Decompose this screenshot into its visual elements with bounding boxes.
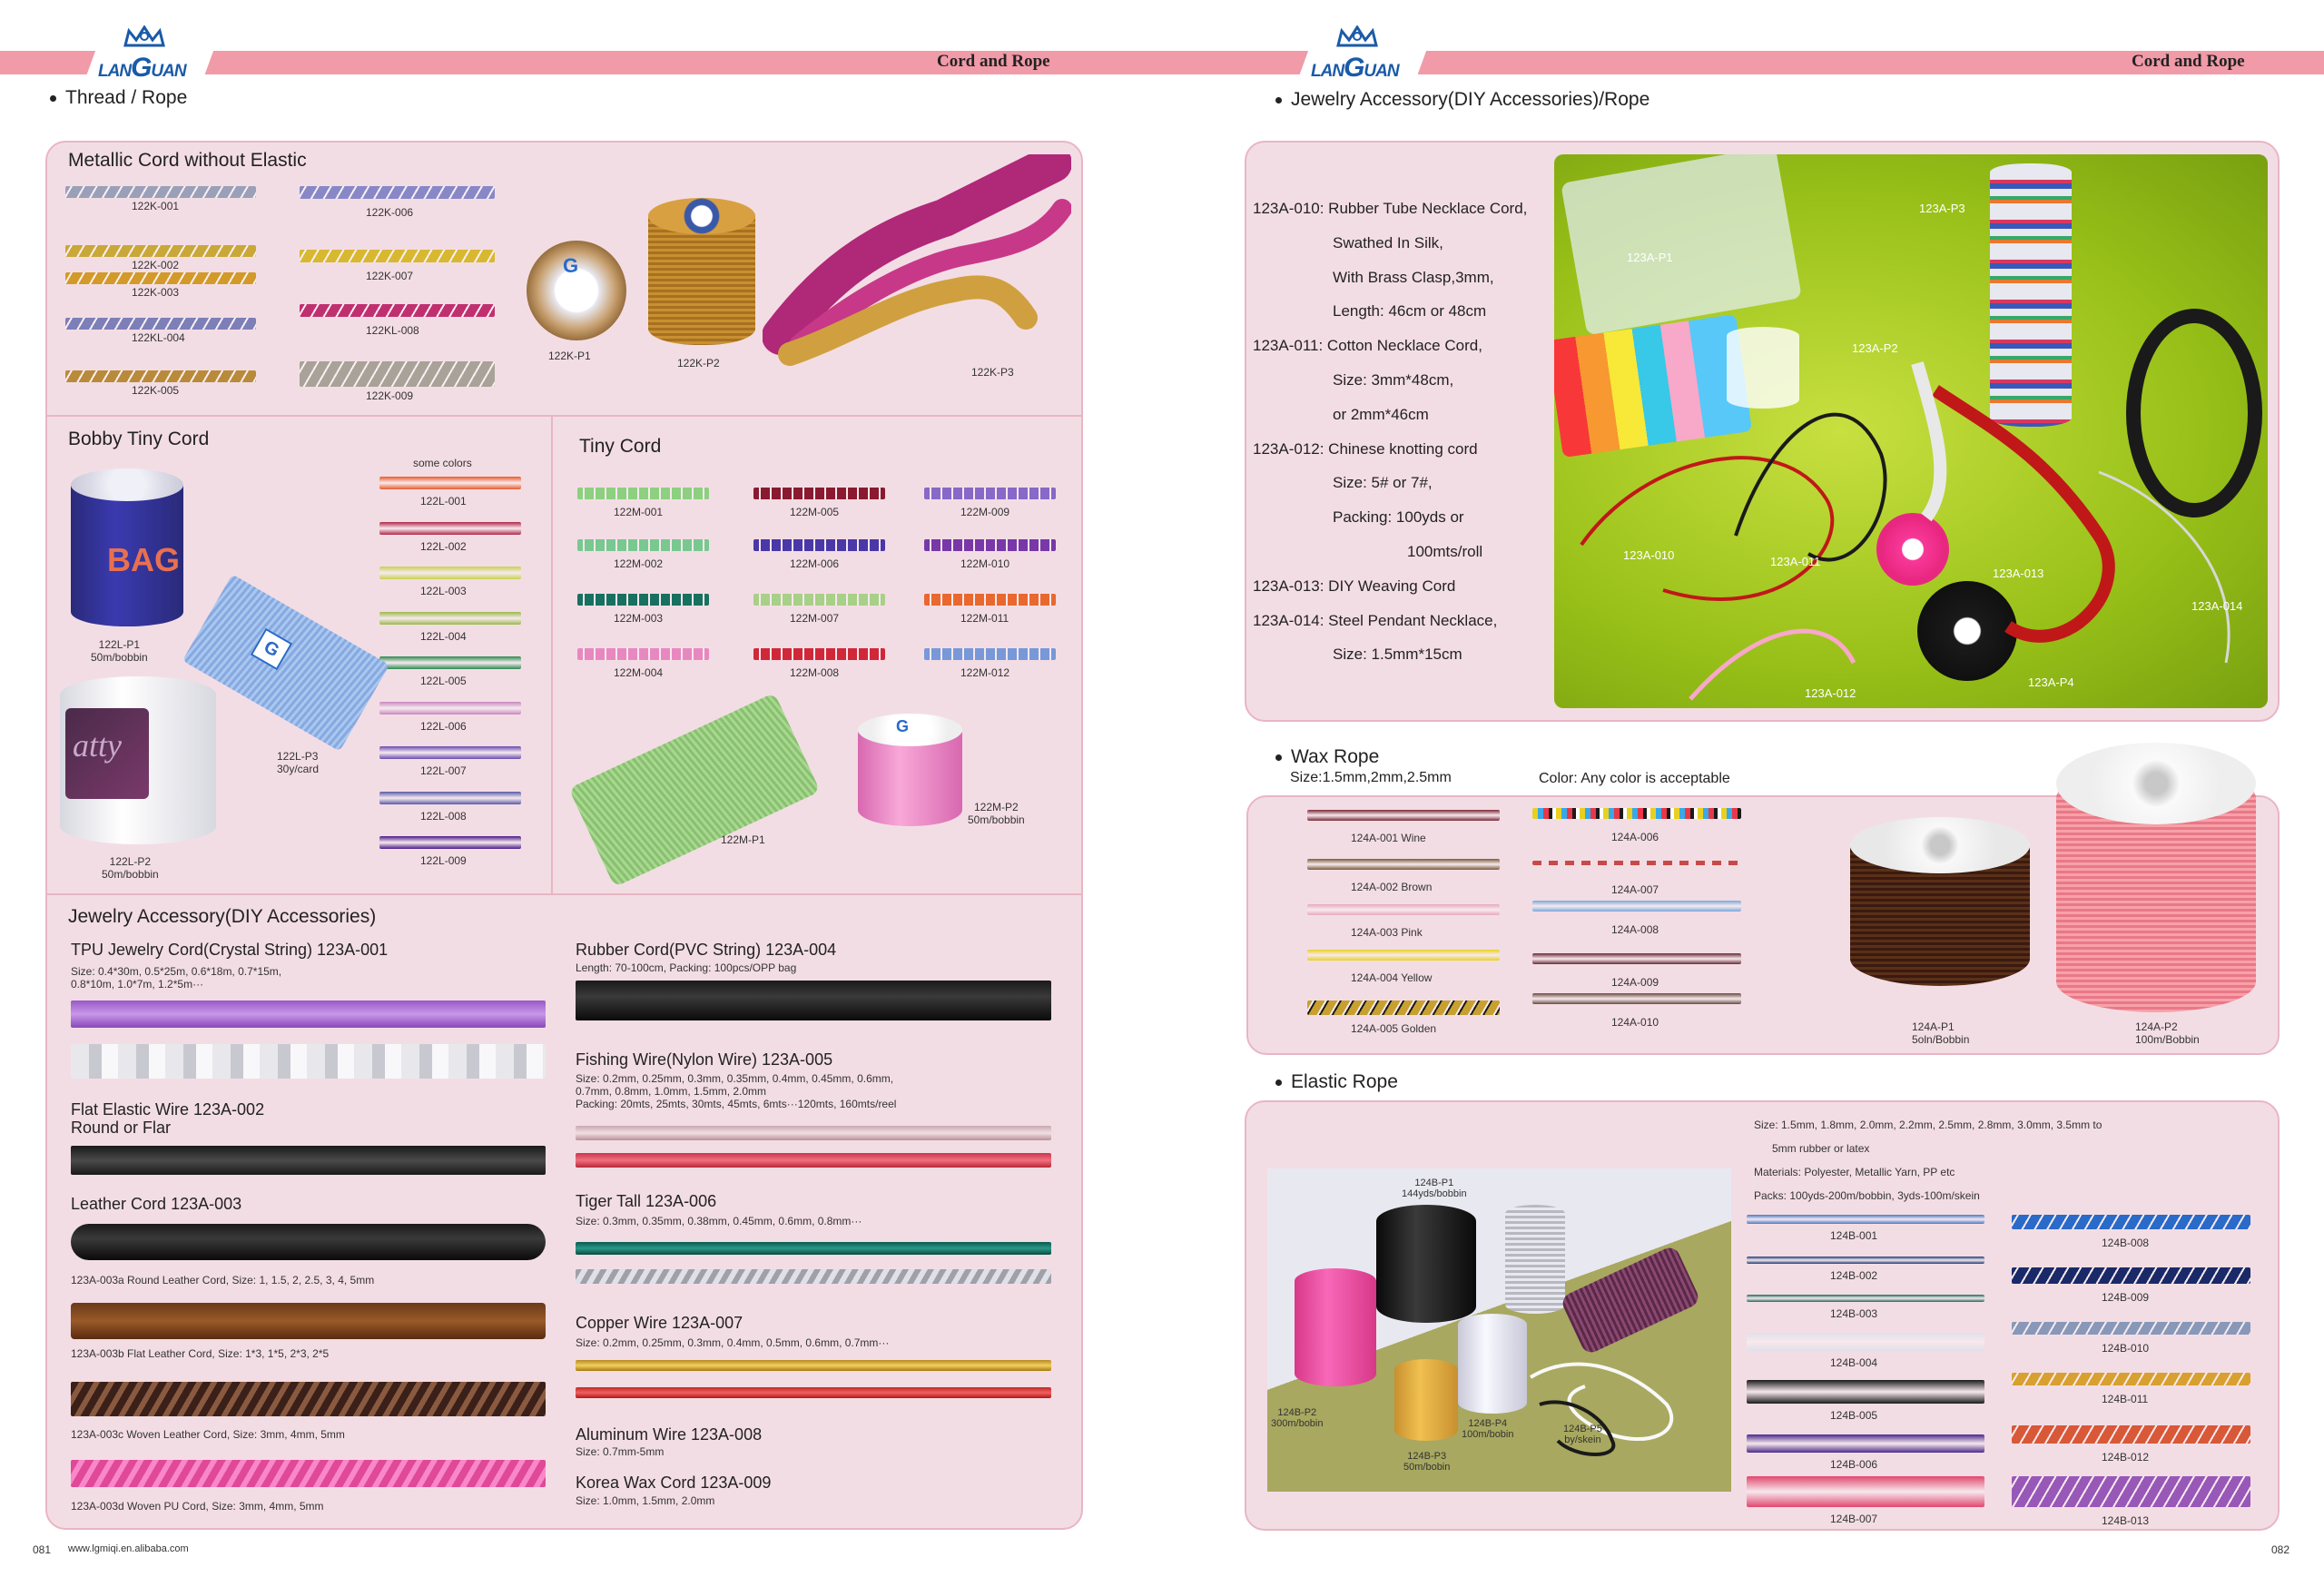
- spool-blue: [1458, 1314, 1527, 1414]
- photo-label: 123A-011: [1770, 555, 1821, 568]
- elastic-strip: [2012, 1425, 2250, 1444]
- metallic-strip: [300, 304, 495, 317]
- tiny-strip: [577, 488, 709, 499]
- bullet-icon: [1275, 97, 1282, 104]
- divider: [551, 417, 553, 893]
- spec-line: 123A-012: Chinese knotting cord: [1253, 439, 1478, 458]
- bobby-strip: [379, 792, 521, 804]
- metallic-code: 122K-009: [366, 389, 414, 402]
- spool-logo-icon: G: [563, 254, 579, 277]
- wax-code: 124A-009: [1611, 976, 1659, 989]
- bobby-code: 122L-009: [420, 854, 467, 867]
- tiny-strip: [577, 539, 709, 551]
- leather-strip-c: [71, 1382, 546, 1416]
- spool-label: 124A-P2 100m/Bobbin: [2135, 1020, 2200, 1046]
- wax-strip: [1307, 859, 1500, 870]
- wax-strip: [1532, 808, 1741, 819]
- tiny-strip: [753, 648, 885, 660]
- elastic-info-line: Size: 1.5mm, 1.8mm, 2.0mm, 2.2mm, 2.5mm, 2.8mm, 3.0mm, 3.5mm to: [1754, 1119, 2102, 1131]
- bobby-code: 122L-001: [420, 495, 467, 508]
- spool-pink: [1295, 1268, 1376, 1386]
- photo-label: 123A-P1: [1627, 251, 1673, 264]
- metallic-code: 122K-006: [366, 206, 414, 219]
- metallic-strip: [65, 245, 256, 257]
- crown-icon: [1334, 25, 1380, 49]
- flat-elastic-title: Flat Elastic Wire 123A-002 Round or Flar: [71, 1100, 265, 1137]
- wax-code: 124A-004 Yellow: [1351, 971, 1433, 984]
- photo-label: 124B-P3 50m/bobin: [1403, 1451, 1451, 1473]
- spool-label: 122L-P2 50m/bobbin: [102, 855, 159, 881]
- section-title-thread-rope: Thread / Rope: [50, 87, 187, 109]
- divider: [47, 893, 1081, 895]
- wax-code: 124A-002 Brown: [1351, 881, 1433, 893]
- metallic-code: 122K-001: [132, 200, 180, 212]
- atty-label: atty: [73, 727, 122, 764]
- wax-code: 124A-006: [1611, 831, 1659, 843]
- elastic-strip: [2012, 1215, 2250, 1229]
- metallic-code: 122K-002: [132, 259, 180, 271]
- metallic-strip: [300, 186, 495, 199]
- page-number-right: 082: [2271, 1543, 2290, 1556]
- elastic-info-line: Packs: 100yds-200m/bobbin, 3yds-100m/skein: [1754, 1189, 1980, 1202]
- tiny-strip: [753, 594, 885, 606]
- metallic-strip: [300, 361, 495, 387]
- bullet-icon: [1275, 1079, 1282, 1086]
- metallic-code: 122KL-008: [366, 324, 419, 337]
- bullet-icon: [1275, 754, 1282, 761]
- leather-label-c: 123A-003c Woven Leather Cord, Size: 3mm, 4mm, 5mm: [71, 1428, 345, 1441]
- elastic-strip: [1747, 1333, 1984, 1351]
- rubber-cord-title: Rubber Cord(PVC String) 123A-004: [576, 941, 837, 959]
- elastic-strip: [2012, 1476, 2250, 1507]
- elastic-info-line: 5mm rubber or latex: [1772, 1142, 1870, 1155]
- spec-line: Packing: 100yds or: [1333, 508, 1464, 527]
- bobby-strip: [379, 477, 521, 489]
- wax-rope-color-note: Color: Any color is acceptable: [1539, 771, 1730, 786]
- some-colors-label: some colors: [413, 457, 472, 469]
- tiny-code: 122M-005: [790, 506, 840, 518]
- wax-code: 124A-010: [1611, 1016, 1659, 1029]
- spool-label: 122K-P1: [548, 350, 591, 362]
- wax-rope-size: Size:1.5mm,2mm,2.5mm: [1290, 770, 1452, 785]
- necklace-cords: [1554, 154, 2268, 708]
- leather-strip-a: [71, 1224, 546, 1260]
- elastic-strip: [2012, 1267, 2250, 1284]
- photo-label: 123A-P3: [1919, 202, 1965, 215]
- wax-code: 124A-001 Wine: [1351, 832, 1426, 844]
- skein-122k-p3: [763, 154, 1071, 372]
- photo-label: 123A-P2: [1852, 341, 1898, 355]
- tiny-strip: [924, 488, 1056, 499]
- tiny-strip: [924, 539, 1056, 551]
- elastic-code: 124B-009: [2102, 1291, 2150, 1304]
- page-number-left: 081: [33, 1543, 52, 1556]
- bobby-cord-title: Bobby Tiny Cord: [68, 429, 210, 449]
- bobby-code: 122L-002: [420, 539, 467, 553]
- wax-strip: [1532, 901, 1741, 912]
- spec-line: 123A-013: DIY Weaving Cord: [1253, 577, 1456, 595]
- wax-strip: [1532, 993, 1741, 1004]
- tpu-cord-strip-clear: [71, 1044, 546, 1079]
- metallic-strip: [300, 250, 495, 262]
- elastic-code: 124B-011: [2102, 1393, 2149, 1405]
- spec-line: 100mts/roll: [1407, 543, 1483, 560]
- section-title-jewelry-rope: Jewelry Accessory(DIY Accessories)/Rope: [1275, 89, 1649, 111]
- elastic-strip: [1747, 1434, 1984, 1453]
- spool-label: 122L-P1 50m/bobbin: [91, 638, 148, 664]
- tiny-code: 122M-007: [790, 612, 840, 625]
- crown-icon: [122, 25, 167, 49]
- spool-purple: [1560, 1245, 1701, 1356]
- photo-label: 123A-P4: [2028, 675, 2074, 689]
- tpu-cord-title: TPU Jewelry Cord(Crystal String) 123A-001: [71, 941, 389, 959]
- photo-label: 124B-P5 by/skein: [1563, 1424, 1602, 1445]
- tiny-cord-title: Tiny Cord: [579, 436, 662, 457]
- elastic-code: 124B-003: [1830, 1307, 1878, 1320]
- copper-wire-strip-gold: [576, 1360, 1051, 1371]
- metallic-strip: [65, 318, 256, 330]
- divider: [47, 415, 1081, 417]
- flat-elastic-strip: [71, 1146, 546, 1175]
- leather-cord-title: Leather Cord 123A-003: [71, 1195, 242, 1213]
- wax-strip: [1532, 861, 1741, 865]
- elastic-strip: [2012, 1322, 2250, 1335]
- header-title-left: Cord and Rope: [937, 52, 1050, 71]
- elastic-strip: [1747, 1295, 1984, 1302]
- photo-label: 123A-013: [1993, 567, 2044, 580]
- wax-strip: [1307, 950, 1500, 961]
- bobby-code: 122L-007: [420, 764, 467, 777]
- spool-top: [2056, 743, 2256, 824]
- tiny-code: 122M-003: [614, 612, 664, 625]
- tiny-strip: [753, 539, 885, 551]
- section-title-elastic-rope: Elastic Rope: [1275, 1071, 1398, 1093]
- photo-label: 124B-P1 144yds/bobbin: [1402, 1178, 1467, 1199]
- spool-gold: [1394, 1359, 1458, 1441]
- wax-strip: [1307, 904, 1500, 915]
- elastic-code: 124B-013: [2102, 1514, 2150, 1527]
- tiger-tail-strip-silver: [576, 1269, 1051, 1284]
- metallic-strip: [65, 370, 256, 382]
- bobby-strip: [379, 836, 521, 849]
- wax-strip: [1307, 1000, 1500, 1015]
- wax-code: 124A-005 Golden: [1351, 1022, 1437, 1035]
- tiny-code: 122M-006: [790, 557, 840, 570]
- spool-top: [1850, 817, 2030, 873]
- wax-strip: [1532, 953, 1741, 964]
- spool-label: 122M-P2 50m/bobbin: [968, 801, 1025, 826]
- spool-label: 122M-P1: [721, 833, 765, 846]
- tiny-code: 122M-012: [960, 666, 1010, 679]
- spool-top: [648, 198, 755, 234]
- metallic-strip: [65, 272, 256, 284]
- copper-wire-title: Copper Wire 123A-007: [576, 1314, 743, 1332]
- tiger-tail-title: Tiger Tall 123A-006: [576, 1192, 717, 1210]
- elastic-code: 124B-008: [2102, 1237, 2150, 1249]
- bobby-strip: [379, 522, 521, 535]
- aluminum-wire-size: Size: 0.7mm-5mm: [576, 1445, 665, 1458]
- elastic-code: 124B-002: [1830, 1269, 1878, 1282]
- copper-wire-size: Size: 0.2mm, 0.25mm, 0.3mm, 0.4mm, 0.5mm, 0.6mm, 0.7mm···: [576, 1336, 890, 1349]
- korea-wax-size: Size: 1.0mm, 1.5mm, 2.0mm: [576, 1494, 715, 1507]
- spool-label: 122K-P3: [971, 366, 1014, 379]
- spool-silver: [1505, 1205, 1565, 1314]
- leather-label-a: 123A-003a Round Leather Cord, Size: 1, 1.5, 2, 2.5, 3, 4, 5mm: [71, 1274, 375, 1286]
- fishing-wire-strip: [576, 1126, 1051, 1140]
- bobby-code: 122L-005: [420, 675, 467, 687]
- leather-label-d: 123A-003d Woven PU Cord, Size: 3mm, 4mm, 5mm: [71, 1500, 324, 1513]
- photo-label: 124B-P4 100m/bobin: [1462, 1418, 1514, 1440]
- korea-wax-title: Korea Wax Cord 123A-009: [576, 1474, 772, 1492]
- tiger-tail-strip: [576, 1242, 1051, 1255]
- tiny-code: 122M-001: [614, 506, 664, 518]
- metallic-code: 122K-007: [366, 270, 414, 282]
- elastic-code: 124B-001: [1830, 1229, 1878, 1242]
- fishing-wire-strip-red: [576, 1153, 1051, 1168]
- photo-label: 123A-012: [1805, 686, 1856, 700]
- bobby-code: 122L-006: [420, 719, 467, 733]
- spec-line: or 2mm*46cm: [1333, 405, 1429, 423]
- leather-strip-b: [71, 1303, 546, 1339]
- tiny-code: 122M-009: [960, 506, 1010, 518]
- tiny-code: 122M-011: [960, 612, 1009, 625]
- elastic-strip: [2012, 1373, 2250, 1385]
- bobby-code: 122L-008: [420, 809, 467, 823]
- elastic-strip: [1747, 1476, 1984, 1507]
- bobby-code: 122L-004: [420, 629, 467, 643]
- rubber-cord-strip: [576, 981, 1051, 1020]
- tiny-code: 122M-002: [614, 557, 664, 570]
- spec-line: Length: 46cm or 48cm: [1333, 302, 1487, 320]
- elastic-strip: [1747, 1380, 1984, 1404]
- brand-logo-left: LANGUAN: [91, 25, 209, 78]
- metallic-code: 122K-003: [132, 286, 180, 299]
- spool-label: 124A-P1 5oln/Bobbin: [1912, 1020, 1970, 1046]
- tiny-strip: [753, 488, 885, 499]
- tiny-code: 122M-004: [614, 666, 664, 679]
- product-photo-jewelry: [1554, 154, 2268, 708]
- metallic-code: 122KL-004: [132, 331, 185, 344]
- wax-strip: [1307, 810, 1500, 821]
- spec-line: Size: 3mm*48cm,: [1333, 371, 1454, 389]
- tiny-strip: [924, 648, 1056, 660]
- spec-line: With Brass Clasp,3mm,: [1333, 268, 1494, 286]
- spec-line: 123A-010: Rubber Tube Necklace Cord,: [1253, 200, 1528, 217]
- spec-line: 123A-014: Steel Pendant Necklace,: [1253, 611, 1498, 629]
- rubber-cord-size: Length: 70-100cm, Packing: 100pcs/OPP bag: [576, 961, 797, 974]
- tiny-code: 122M-008: [790, 666, 840, 679]
- elastic-code: 124B-010: [2102, 1342, 2150, 1355]
- tpu-cord-size: Size: 0.4*30m, 0.5*25m, 0.6*18m, 0.7*15m, 0.8*10m, 1.0*7m, 1.2*5m···: [71, 965, 282, 991]
- metallic-cord-title: Metallic Cord without Elastic: [68, 150, 307, 171]
- bobby-strip: [379, 567, 521, 579]
- bag-label: BAG: [107, 541, 180, 578]
- website-link[interactable]: www.lgmiqi.en.alibaba.com: [68, 1543, 189, 1554]
- spool-label: 122K-P2: [677, 357, 720, 370]
- photo-label: 123A-014: [2191, 599, 2243, 613]
- jewelry-accessory-title: Jewelry Accessory(DIY Accessories): [68, 906, 377, 927]
- photo-label: 123A-010: [1623, 548, 1675, 562]
- bobby-strip: [379, 702, 521, 715]
- card-label: 122L-P3 30y/card: [277, 750, 320, 775]
- spec-line: 123A-011: Cotton Necklace Cord,: [1253, 337, 1482, 355]
- elastic-code: 124B-004: [1830, 1356, 1878, 1369]
- elastic-code: 124B-012: [2102, 1451, 2150, 1464]
- tiny-code: 122M-010: [960, 557, 1010, 570]
- brand-logo-right: LANGUAN: [1304, 25, 1422, 78]
- elastic-code: 124B-006: [1830, 1458, 1878, 1471]
- copper-wire-strip-red: [576, 1387, 1051, 1398]
- spool-top: [71, 468, 183, 501]
- bobby-strip: [379, 746, 521, 759]
- wax-code: 124A-008: [1611, 923, 1659, 936]
- elastic-strip: [1747, 1257, 1984, 1264]
- spool-logo-icon: G: [896, 717, 910, 735]
- spec-line: Size: 1.5mm*15cm: [1333, 646, 1462, 664]
- wax-code: 124A-003 Pink: [1351, 926, 1423, 939]
- fishing-wire-size: Size: 0.2mm, 0.25mm, 0.3mm, 0.35mm, 0.4mm, 0.45mm, 0.6mm, 0.7mm, 0.8mm, 1.0mm, 1.5mm, 2.0mm Packing: 20mts, 25mts, 30mts, 45mts, 6mts···120mts, 160mts/reel: [576, 1072, 897, 1110]
- metallic-code: 122K-005: [132, 384, 180, 397]
- elastic-code: 124B-007: [1830, 1513, 1878, 1525]
- photo-label: 124B-P2 300m/bobin: [1271, 1407, 1324, 1429]
- product-photo-elastic: [1267, 1168, 1731, 1492]
- bobby-code: 122L-003: [420, 585, 467, 597]
- bobby-strip: [379, 656, 521, 669]
- leather-strip-d: [71, 1460, 546, 1487]
- bullet-icon: [50, 95, 56, 102]
- tiny-strip: [577, 594, 709, 606]
- section-title-wax-rope: Wax Rope: [1275, 746, 1379, 768]
- fishing-wire-title: Fishing Wire(Nylon Wire) 123A-005: [576, 1050, 833, 1069]
- header-title-right: Cord and Rope: [2132, 52, 2245, 71]
- metallic-strip: [65, 186, 256, 198]
- leather-label-b: 123A-003b Flat Leather Cord, Size: 1*3, 1*5, 2*3, 2*5: [71, 1347, 330, 1360]
- tpu-cord-strip: [71, 1000, 546, 1028]
- spool-top: [858, 714, 962, 746]
- tiger-tail-size: Size: 0.3mm, 0.35mm, 0.38mm, 0.45mm, 0.6mm, 0.8mm···: [576, 1215, 862, 1227]
- tiny-strip: [577, 648, 709, 660]
- card-logo-icon: G: [251, 628, 292, 670]
- elastic-info-line: Materials: Polyester, Metallic Yarn, PP etc: [1754, 1166, 1955, 1178]
- spool-black: [1376, 1205, 1476, 1323]
- elastic-strip: [1747, 1215, 1984, 1224]
- wax-code: 124A-007: [1611, 883, 1659, 896]
- skein-cords: [1521, 1341, 1703, 1468]
- elastic-code: 124B-005: [1830, 1409, 1878, 1422]
- tiny-strip: [924, 594, 1056, 606]
- bobby-strip: [379, 612, 521, 625]
- spec-line: Size: 5# or 7#,: [1333, 474, 1433, 492]
- aluminum-wire-title: Aluminum Wire 123A-008: [576, 1425, 763, 1444]
- spec-line: Swathed In Silk,: [1333, 233, 1443, 251]
